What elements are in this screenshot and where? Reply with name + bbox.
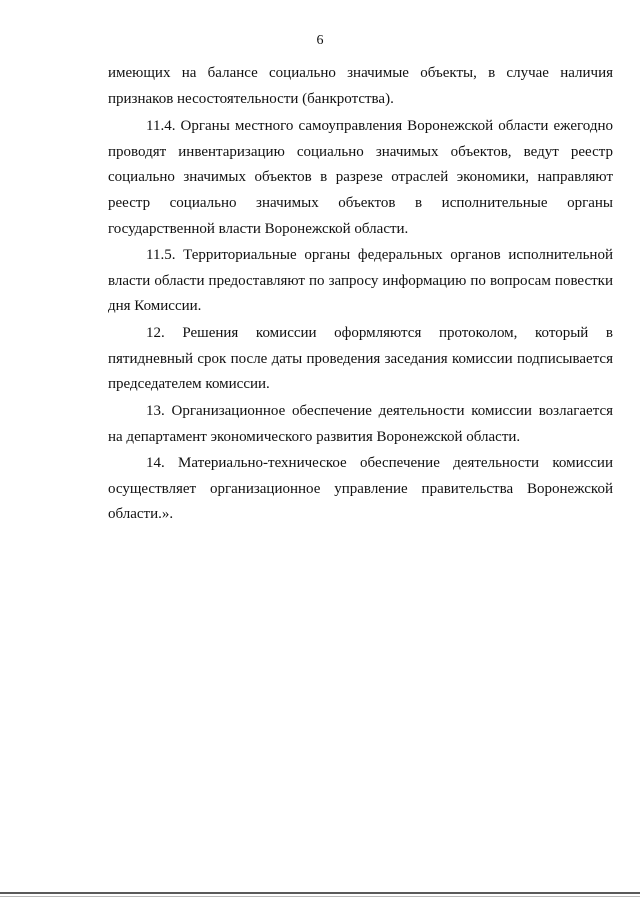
paragraph-12: 12. Решения комиссии оформляются протоколом, который в пятидневный срок после даты проведения заседания комиссии подписывается председателем комиссии. [108,325,613,393]
page-number: 6 [316,33,324,48]
paragraph-13: 13. Организационное обеспечение деятельности комиссии возлагается на департамент экономического развития Воронежской области. [108,403,613,445]
bottom-edge-line-faint [0,896,640,897]
bottom-edge-line [0,892,640,894]
paragraph-continuation: имеющих на балансе социально значимые объекты, в случае наличия признаков несостоятельности (банкротства). [108,65,613,107]
paragraph-14: 14. Материально-техническое обеспечение деятельности комиссии осуществляет организационное управление правительства Воронежской области.». [108,455,613,523]
paragraph-11-5: 11.5. Территориальные органы федеральных органов исполнительной власти области предоставляют по запросу информацию по вопросам повестки дня Комиссии. [108,247,613,315]
paragraph-11-4: 11.4. Органы местного самоуправления Воронежской области ежегодно проводят инвентаризацию социально значимых объектов, ведут реестр социально значимых объектов в разрезе отраслей экономики, направляют реестр социально значимых объектов в исполнительные органы государственной власти Воронежской области. [108,118,613,237]
